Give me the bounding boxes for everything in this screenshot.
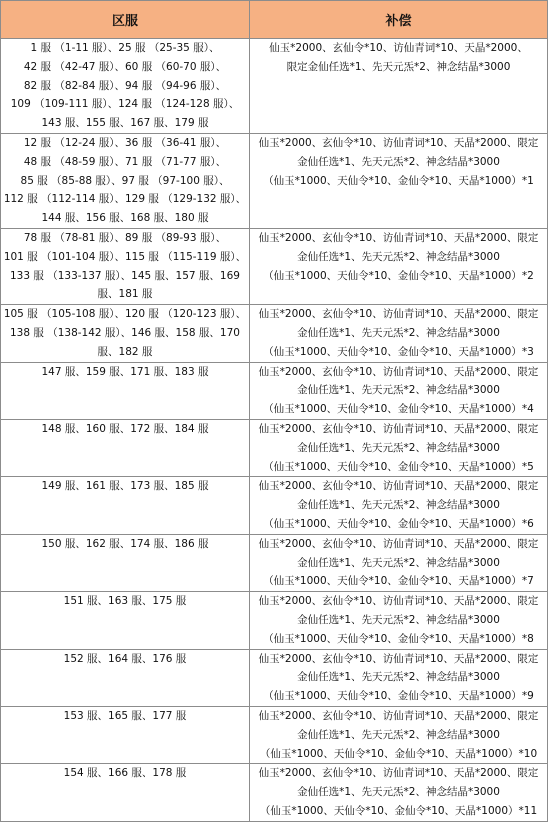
reward-line: （仙玉*1000、天仙令*10、金仙令*10、天晶*1000）*1 <box>263 174 534 187</box>
reward-cell <box>250 534 548 591</box>
server-line: 85 服 （85-88 服）、97 服 （97-100 服）、 <box>20 174 230 187</box>
reward-line: 限定金仙任选*1、先天元炁*2、神念结晶*3000 <box>286 60 511 73</box>
reward-line: 金仙任选*1、先天元炁*2、神念结晶*3000 <box>297 671 500 684</box>
table-row <box>1 419 548 476</box>
reward-line: 仙玉*2000、玄仙令*10、访仙青词*10、天晶*2000、 <box>269 42 528 54</box>
reward-line: 仙玉*2000、玄仙令*10、访仙青词*10、天晶*2000、限定 <box>258 652 539 665</box>
reward-line: （仙玉*1000、天仙令*10、金仙令*10、天晶*1000）*11 <box>259 804 538 817</box>
reward-line: （仙玉*1000、天仙令*10、金仙令*10、天晶*1000）*9 <box>263 690 534 703</box>
server-line: 138 服 （138-142 服）、146 服、158 服、170 <box>10 326 240 339</box>
reward-line: 仙玉*2000、玄仙令*10、访仙青词*10、天晶*2000、限定 <box>258 232 539 244</box>
table-row <box>1 477 548 534</box>
table-row <box>1 134 548 229</box>
reward-line: 仙玉*2000、玄仙令*10、访仙青词*10、天晶*2000、限定 <box>258 767 539 780</box>
server-cell <box>1 592 250 649</box>
table-row <box>1 764 548 821</box>
table-row <box>1 229 548 305</box>
server-cell <box>1 534 250 591</box>
reward-line: 金仙任选*1、先天元炁*2、神念结晶*3000 <box>297 250 500 263</box>
reward-line: 仙玉*2000、玄仙令*10、访仙青词*10、天晶*2000、限定 <box>258 422 539 435</box>
server-cell <box>1 305 250 362</box>
reward-line: （仙玉*1000、天仙令*10、金仙令*10、天晶*1000）*10 <box>259 747 538 760</box>
table-row <box>1 305 548 362</box>
reward-line: 金仙任选*1、先天元炁*2、神念结晶*3000 <box>297 556 500 569</box>
reward-cell <box>250 305 548 362</box>
reward-cell <box>250 706 548 763</box>
reward-line: 仙玉*2000、玄仙令*10、访仙青词*10、天晶*2000、限定 <box>258 365 539 378</box>
reward-line: 仙玉*2000、玄仙令*10、访仙青词*10、天晶*2000、限定 <box>258 308 539 321</box>
server-line: 48 服 （48-59 服）、71 服 （71-77 服）、 <box>23 155 227 168</box>
table-row <box>1 39 548 134</box>
reward-cell <box>250 134 548 229</box>
reward-line: 金仙任选*1、先天元炁*2、神念结晶*3000 <box>297 441 500 454</box>
server-cell <box>1 706 250 763</box>
server-line: 144 服、156 服、168 服、180 服 <box>41 212 209 225</box>
server-cell <box>1 362 250 419</box>
reward-cell <box>250 592 548 649</box>
server-line: 150 服、162 服、174 服、186 服 <box>41 537 209 550</box>
server-line: 149 服、161 服、173 服、185 服 <box>41 480 209 493</box>
reward-line: （仙玉*1000、天仙令*10、金仙令*10、天晶*1000）*8 <box>263 632 534 645</box>
reward-line: 金仙任选*1、先天元炁*2、神念结晶*3000 <box>297 326 500 339</box>
reward-cell <box>250 229 548 305</box>
server-line: 154 服、166 服、178 服 <box>63 767 187 780</box>
table-row <box>1 706 548 763</box>
reward-line: 金仙任选*1、先天元炁*2、神念结晶*3000 <box>297 384 500 397</box>
table-row <box>1 362 548 419</box>
reward-cell <box>250 362 548 419</box>
reward-cell <box>250 764 548 821</box>
reward-cell <box>250 649 548 706</box>
server-cell <box>1 477 250 534</box>
reward-cell <box>250 39 548 134</box>
server-line: 153 服、165 服、177 服 <box>63 709 187 722</box>
server-line: 143 服、155 服、167 服、179 服 <box>41 117 209 130</box>
reward-line: （仙玉*1000、天仙令*10、金仙令*10、天晶*1000）*2 <box>263 269 534 282</box>
server-line: 109 （109-111 服）、124 服 （124-128 服）、 <box>10 98 240 111</box>
reward-line: 仙玉*2000、玄仙令*10、访仙青词*10、天晶*2000、限定 <box>258 709 539 722</box>
server-line: 148 服、160 服、172 服、184 服 <box>41 422 209 435</box>
server-column-header: 区服 <box>1 1 250 39</box>
table-row <box>1 592 548 649</box>
reward-line: 金仙任选*1、先天元炁*2、神念结晶*3000 <box>297 786 500 799</box>
server-cell <box>1 764 250 821</box>
server-cell <box>1 134 250 229</box>
server-cell <box>1 39 250 134</box>
reward-line: （仙玉*1000、天仙令*10、金仙令*10、天晶*1000）*4 <box>263 403 534 416</box>
server-line: 101 服 （101-104 服）、115 服 （115-119 服）、 <box>3 250 247 263</box>
table-row <box>1 649 548 706</box>
server-cell <box>1 229 250 305</box>
server-line: 12 服 （12-24 服）、36 服 （36-41 服）、 <box>23 137 227 149</box>
server-line: 1 服 （1-11 服）、25 服 （25-35 服）、 <box>30 42 220 54</box>
header-row <box>1 1 548 39</box>
server-line: 152 服、164 服、176 服 <box>63 652 187 665</box>
table-row <box>1 534 548 591</box>
server-cell <box>1 419 250 476</box>
reward-line: 金仙任选*1、先天元炁*2、神念结晶*3000 <box>297 155 500 168</box>
server-line: 42 服 （42-47 服）、60 服 （60-70 服）、 <box>23 60 227 73</box>
reward-line: （仙玉*1000、天仙令*10、金仙令*10、天晶*1000）*7 <box>263 575 534 588</box>
reward-line: （仙玉*1000、天仙令*10、金仙令*10、天晶*1000）*5 <box>263 460 534 473</box>
reward-cell <box>250 477 548 534</box>
server-line: 151 服、163 服、175 服 <box>63 595 187 608</box>
server-line: 112 服 （112-114 服）、129 服 （129-132 服）、 <box>3 193 247 206</box>
reward-line: （仙玉*1000、天仙令*10、金仙令*10、天晶*1000）*3 <box>263 345 534 358</box>
reward-column-header: 补偿 <box>250 1 548 39</box>
server-line: 147 服、159 服、171 服、183 服 <box>41 365 209 378</box>
server-line: 105 服 （105-108 服）、120 服 （120-123 服）、 <box>3 308 247 321</box>
reward-line: 金仙任选*1、先天元炁*2、神念结晶*3000 <box>297 728 500 741</box>
server-line: 服、181 服 <box>97 288 153 301</box>
server-line: 133 服 （133-137 服）、145 服、157 服、169 <box>10 269 240 282</box>
server-cell <box>1 649 250 706</box>
reward-line: 仙玉*2000、玄仙令*10、访仙青词*10、天晶*2000、限定 <box>258 137 539 149</box>
reward-line: （仙玉*1000、天仙令*10、金仙令*10、天晶*1000）*6 <box>263 517 534 530</box>
server-line: 78 服 （78-81 服）、89 服 （89-93 服）、 <box>23 232 227 244</box>
server-line: 82 服 （82-84 服）、94 服 （94-96 服）、 <box>23 79 227 92</box>
reward-line: 仙玉*2000、玄仙令*10、访仙青词*10、天晶*2000、限定 <box>258 537 539 550</box>
reward-line: 仙玉*2000、玄仙令*10、访仙青词*10、天晶*2000、限定 <box>258 595 539 608</box>
reward-line: 仙玉*2000、玄仙令*10、访仙青词*10、天晶*2000、限定 <box>258 480 539 493</box>
reward-cell <box>250 419 548 476</box>
reward-line: 金仙任选*1、先天元炁*2、神念结晶*3000 <box>297 499 500 512</box>
reward-line: 金仙任选*1、先天元炁*2、神念结晶*3000 <box>297 613 500 626</box>
server-line: 服、182 服 <box>97 345 153 358</box>
